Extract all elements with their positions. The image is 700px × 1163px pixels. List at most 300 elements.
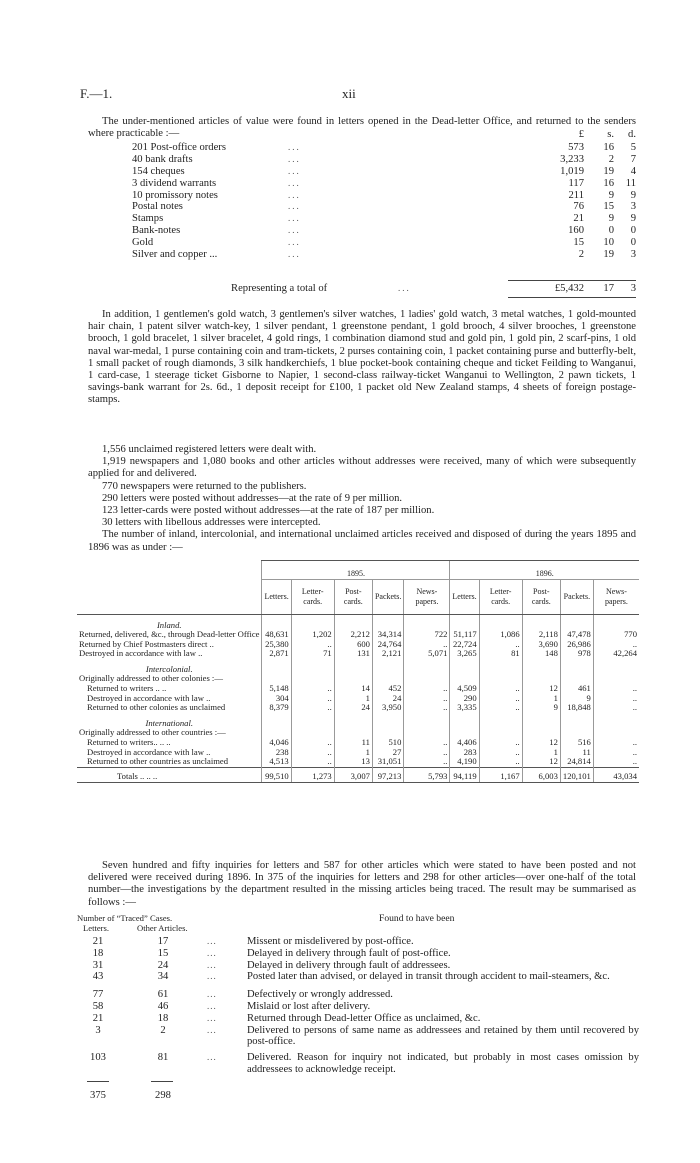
totals-cell: 5,793	[404, 767, 450, 782]
spacer-cell	[522, 713, 560, 729]
valuable-label: 154 cheques	[132, 165, 185, 177]
inquiry-row	[77, 1052, 639, 1076]
table-cell: 978	[560, 649, 593, 659]
valuable-shillings: 9	[608, 189, 614, 201]
inquiry-letters: 3	[95, 1024, 101, 1036]
inquiry-description: Posted later than advised, or delayed in transit through accident to mail-steamers, &c.	[247, 971, 610, 983]
valuable-row	[88, 142, 636, 154]
table-cell: ..	[404, 757, 450, 767]
valuable-shillings: 19	[603, 249, 614, 261]
valuable-shillings: 0	[608, 225, 614, 237]
section-title: Inland.	[156, 619, 182, 630]
inquiry-paragraph: Seven hundred and fifty inquiries for letters and 587 for other articles which were stated to have been posted and not delivered were received during 1896. In 375 of the inquiries for letters and 298 for other articles—over one-half of the total number—the investigations by the department resulted in the missing articles being traced. The result may be summarised as follows :—	[88, 860, 636, 908]
inquiry-letters: 77	[92, 989, 104, 1001]
valuable-pounds: 1,019	[560, 165, 584, 177]
currency-header	[88, 129, 636, 140]
valuables-rows	[88, 142, 636, 261]
inquiry-dots: ...	[207, 959, 217, 970]
inquiry-description: Delayed in delivery through fault of post-office.	[247, 947, 451, 959]
inquiry-dots: ...	[207, 947, 217, 958]
inquiry-articles: 2	[160, 1024, 166, 1036]
table-cell: 51,117	[450, 630, 479, 640]
spacer-cell	[560, 713, 593, 729]
table-cell: ..	[291, 684, 334, 694]
summary-line: 123 letter-cards were posted without addresses—at the rate of 187 per million.	[102, 505, 435, 517]
total-shillings: 17	[603, 283, 614, 294]
valuable-label: Bank-notes	[132, 225, 181, 237]
table-cell: 2,212	[334, 630, 372, 640]
valuable-row	[88, 213, 636, 225]
valuable-pence: 5	[630, 142, 636, 153]
table-row	[77, 703, 639, 713]
inquiry-row	[77, 1013, 639, 1025]
valuable-dots: ...	[288, 142, 301, 152]
inquiry-description: Delayed in delivery through fault of addressees.	[247, 959, 451, 971]
table-cell: 81	[479, 649, 522, 659]
valuable-pounds: 117	[568, 177, 584, 189]
valuable-dots: ...	[288, 213, 301, 224]
valuable-dots: ...	[288, 165, 301, 176]
table-cell: 5,148	[262, 684, 291, 694]
table-cell: 71	[291, 649, 334, 659]
inquiry-dots: ...	[207, 1024, 217, 1035]
total-dots: ...	[398, 283, 411, 293]
table-cell: ..	[291, 640, 334, 650]
valuable-row	[88, 166, 636, 178]
table-cell: 290	[450, 694, 479, 704]
column-header: News-papers.	[593, 580, 639, 615]
summary-line: 1,919 newspapers and 1,080 books and other articles without addresses were received, many of which were subsequently applied for and delivered.	[88, 456, 636, 480]
column-header-row	[77, 580, 639, 615]
summary-line: 290 letters were posted without addresses—at the rate of 9 per million.	[102, 492, 403, 504]
table-cell: 304	[262, 694, 291, 704]
summary-line: 770 newspapers were returned to the publishers.	[102, 480, 307, 492]
table-cell: 2,871	[262, 649, 291, 659]
valuable-shillings: 10	[603, 237, 614, 249]
table-cell: 14	[334, 684, 372, 694]
spacer-cell	[560, 614, 593, 630]
table-cell: 26,986	[560, 640, 593, 650]
column-header: Packets.	[560, 580, 593, 615]
spacer-cell	[450, 713, 479, 729]
label-column-header	[77, 580, 262, 615]
total-pounds: £5,432	[554, 283, 584, 294]
spacer-cell	[372, 713, 403, 729]
table-cell: ..	[593, 640, 639, 650]
spacer-cell	[450, 659, 479, 675]
spacer-cell	[593, 659, 639, 675]
inquiry-letters: 43	[92, 971, 104, 983]
table-cell: 27	[372, 748, 403, 758]
inquiry-articles: 18	[157, 1012, 169, 1024]
intro-paragraph: The under-mentioned articles of value were found in letters opened in the Dead-letter Office, and returned to the senders where practicable :—	[88, 116, 636, 140]
inquiry-dots: ...	[207, 1012, 217, 1023]
table-cell: ..	[404, 694, 450, 704]
row-label: Destroyed in accordance with law ..	[79, 648, 203, 659]
summary-lines	[88, 444, 636, 554]
table-cell: ..	[291, 748, 334, 758]
section-title-row	[77, 713, 639, 729]
table-cell: ..	[593, 703, 639, 713]
valuable-label: 201 Post-office orders	[132, 142, 226, 153]
table-cell: 9	[560, 694, 593, 704]
valuable-pounds: 21	[573, 213, 584, 225]
table-cell: ..	[404, 738, 450, 748]
valuable-pounds: 76	[573, 201, 584, 213]
totals-cell: 3,007	[334, 767, 372, 782]
table-cell: 8,379	[262, 703, 291, 713]
inquiry-dots: ...	[207, 989, 217, 1000]
valuable-pence: 7	[630, 153, 636, 165]
inquiry-letters: 21	[92, 1012, 104, 1024]
inquiry-total-letters: 375	[90, 1089, 106, 1101]
table-cell: 148	[522, 649, 560, 659]
inquiry-articles: 15	[157, 947, 169, 959]
spacer-cell	[372, 614, 403, 630]
table-cell: 283	[450, 748, 479, 758]
table-cell: 18,848	[560, 703, 593, 713]
total-row	[88, 283, 636, 295]
spacer-cell	[522, 659, 560, 675]
inquiry-header	[77, 912, 639, 936]
table-cell: 516	[560, 738, 593, 748]
table-cell: 238	[262, 748, 291, 758]
spacer-cell	[479, 713, 522, 729]
corner-cell	[77, 561, 262, 580]
table-cell: 1	[334, 694, 372, 704]
totals-cell: 1,167	[479, 767, 522, 782]
valuable-pence: 11	[625, 177, 636, 189]
total-rule	[508, 280, 636, 281]
inquiry-description: Defectively or wrongly addressed.	[247, 989, 393, 1001]
spacer-cell	[334, 614, 372, 630]
valuable-label: Silver and copper ...	[132, 249, 218, 261]
table-cell: ..	[593, 748, 639, 758]
valuable-label: Stamps	[132, 213, 164, 225]
totals-cell: 120,101	[560, 767, 593, 782]
totals-cell: 99,510	[262, 767, 291, 782]
inquiry-letters: 58	[92, 1000, 104, 1012]
inquiry-total-articles: 298	[155, 1089, 171, 1101]
table-cell: 24	[334, 703, 372, 713]
inquiry-articles: 81	[157, 1052, 169, 1064]
table-cell: 722	[404, 630, 450, 640]
row-label: Returned to writers.. .. ..	[87, 737, 171, 748]
valuable-label: Gold	[132, 237, 154, 249]
column-header: Letter-cards.	[479, 580, 522, 615]
shillings-header: s.	[607, 129, 614, 140]
valuable-dots: ...	[288, 177, 301, 188]
valuable-row	[88, 178, 636, 190]
articles-sum-rule	[151, 1081, 173, 1082]
totals-row	[77, 767, 639, 782]
inquiry-row	[77, 960, 639, 972]
inquiry-totals	[77, 1090, 639, 1102]
valuable-label: Postal notes	[132, 201, 183, 213]
table-cell: 12	[522, 738, 560, 748]
table-cell: 12	[522, 757, 560, 767]
valuable-shillings: 16	[603, 177, 614, 189]
table-cell: 3,950	[372, 703, 403, 713]
valuable-pence: 0	[630, 225, 636, 237]
spacer-cell	[262, 713, 291, 729]
inquiry-letters: 31	[92, 959, 104, 971]
valuable-pounds: 573	[568, 142, 584, 153]
spacer-cell	[479, 659, 522, 675]
table-cell: 2,121	[372, 649, 403, 659]
valuable-pence: 4	[630, 165, 636, 177]
valuable-shillings: 15	[603, 201, 614, 213]
section-subtitle: Originally addressed to other countries :—	[79, 727, 226, 738]
table-cell: 4,513	[262, 757, 291, 767]
page-number: xii	[342, 86, 356, 101]
column-header: News-papers.	[404, 580, 450, 615]
valuable-pounds: 3,233	[560, 153, 584, 165]
section-title-row	[77, 659, 639, 675]
valuable-pence: 0	[630, 237, 636, 249]
addition-paragraph: In addition, 1 gentlemen's gold watch, 3 gentlemen's silver watches, 1 ladies' gold watch, 3 metal watches, 1 gold-mounted hair chain, 1 patent silver watch-key, 1 silver pendant, 1 greenstone pendant, 1 gold brooch, 4 silver brooches, 1 greenstone brooch, 1 gold bracelet, 1 silver bracelet, 4 gold rings, 1 combination diamond stud and gold pin, 1 gold pin, 2 scarf-pins, 1 old naval war-medal, 1 purse containing coin and tram-tickets, 2 purses containing coin, 1 packet containing purse and butterfly-belt, 1 small packet of rough diamonds, 3 silk handkerchiefs, 1 blue pocket-book containing cheque and ticket Feilding to Wanganui, 1 card-case, 1 steerage ticket Gisborne to Napier, 1 second-class railway-ticket Wanganui to Wellington, 2 pawn tickets, 1 savings-bank warrant for 2s. 6d., 1 deposit receipt for £100, 1 packet old New Zealand stamps, 4 sheets of foreign postage-stamps.	[88, 309, 636, 406]
table-cell: 13	[334, 757, 372, 767]
inquiry-row	[77, 971, 639, 983]
pounds-header: £	[578, 129, 584, 140]
table-cell: ..	[593, 694, 639, 704]
valuable-dots: ...	[288, 189, 301, 200]
table-cell: 4,046	[262, 738, 291, 748]
valuable-pounds: 2	[578, 249, 584, 261]
table-cell: ..	[404, 748, 450, 758]
table-row	[77, 649, 639, 659]
valuable-pounds: 15	[573, 237, 584, 249]
table-cell: 1,086	[479, 630, 522, 640]
spacer-cell	[291, 713, 334, 729]
table-cell: 131	[334, 649, 372, 659]
column-header: Letters.	[450, 580, 479, 615]
inquiry-articles: 17	[157, 936, 169, 947]
report-reference: F.—1.	[80, 86, 113, 101]
section-title: Intercolonial.	[145, 663, 193, 674]
inquiry-letters: 103	[90, 1052, 106, 1064]
table-cell: ..	[291, 703, 334, 713]
inquiry-dots: ...	[207, 1000, 217, 1011]
column-header: Post-cards.	[522, 580, 560, 615]
table-cell: ..	[479, 748, 522, 758]
row-label: Returned to other colonies as unclaimed	[87, 702, 226, 713]
spacer-cell	[593, 614, 639, 630]
spacer-cell	[450, 614, 479, 630]
year-header-row	[77, 561, 639, 580]
table-cell: ..	[593, 757, 639, 767]
valuable-label: 3 dividend warrants	[132, 177, 217, 189]
summary-line: 1,556 unclaimed registered letters were dealt with.	[102, 444, 317, 455]
table-cell: ..	[479, 703, 522, 713]
spacer-cell	[522, 614, 560, 630]
table-cell: 3,265	[450, 649, 479, 659]
table-cell: 24,814	[560, 757, 593, 767]
table-cell: 34,314	[372, 630, 403, 640]
valuable-row	[88, 190, 636, 202]
column-header: Post-cards.	[334, 580, 372, 615]
valuable-dots: ...	[288, 225, 301, 236]
inquiry-description: Delivered. Reason for inquiry not indicated, but probably in most cases omission by addressees to acknowledge receipt.	[247, 1052, 639, 1075]
inquiry-description: Missent or misdelivered by post-office.	[247, 936, 414, 947]
valuable-pence: 9	[630, 189, 636, 201]
table-cell: 4,406	[450, 738, 479, 748]
valuable-shillings: 9	[608, 213, 614, 225]
table-cell: 42,264	[593, 649, 639, 659]
valuable-dots: ...	[288, 153, 301, 164]
column-header: Letter-cards.	[291, 580, 334, 615]
valuable-dots: ...	[288, 249, 301, 260]
table-cell: ..	[404, 640, 450, 650]
table-cell: ..	[593, 738, 639, 748]
table-cell: 1	[522, 694, 560, 704]
spacer-cell	[593, 713, 639, 729]
inquiry-articles: 46	[157, 1000, 169, 1012]
table-cell: 2,118	[522, 630, 560, 640]
pence-header: d.	[628, 129, 636, 140]
table-cell: ..	[593, 684, 639, 694]
valuable-pounds: 160	[568, 225, 584, 237]
inquiry-dots: ...	[207, 1052, 217, 1063]
letters-sum-rule	[87, 1081, 109, 1082]
table-cell: 452	[372, 684, 403, 694]
year-header: 1896.	[450, 561, 639, 580]
inquiry-col-other: Other Articles.	[137, 923, 188, 933]
table-cell: ..	[291, 694, 334, 704]
inquiry-row	[77, 936, 639, 948]
summary-line: The number of inland, intercolonial, and international unclaimed articles received and disposed of during the years 1895 and 1896 was as under :—	[88, 529, 636, 553]
table-cell: 22,724	[450, 640, 479, 650]
table-cell: 11	[334, 738, 372, 748]
column-header: Letters.	[262, 580, 291, 615]
spacer-cell	[262, 659, 291, 675]
spacer-cell	[334, 713, 372, 729]
inquiry-row	[77, 1001, 639, 1013]
table-cell: 461	[560, 684, 593, 694]
column-header: Packets.	[372, 580, 403, 615]
inquiry-articles: 61	[157, 989, 169, 1001]
valuable-label: 40 bank drafts	[132, 153, 193, 165]
row-label: Returned to other countries as unclaimed	[87, 756, 229, 767]
table-cell: ..	[479, 640, 522, 650]
valuable-row	[88, 201, 636, 213]
valuable-row	[88, 154, 636, 166]
inquiry-table	[77, 912, 639, 1102]
section-title-row	[77, 614, 639, 630]
inquiry-letters: 21	[92, 936, 104, 947]
totals-cell: 1,273	[291, 767, 334, 782]
valuable-row	[88, 225, 636, 237]
spacer-cell	[404, 713, 450, 729]
table-cell: 3,690	[522, 640, 560, 650]
table-cell: ..	[479, 757, 522, 767]
inquiry-description: Mislaid or lost after delivery.	[247, 1000, 371, 1012]
inquiry-row	[77, 1025, 639, 1049]
inquiry-dots: ...	[207, 936, 217, 946]
table-cell: 31,051	[372, 757, 403, 767]
inquiry-col-found: Found to have been	[379, 913, 455, 924]
table-cell: 24	[372, 694, 403, 704]
table-cell: 4,190	[450, 757, 479, 767]
row-label: Returned by Chief Postmasters direct ..	[79, 638, 214, 649]
summary-line: 30 letters with libellous addresses were intercepted.	[102, 517, 321, 529]
valuable-shillings: 16	[603, 142, 614, 153]
table-cell: ..	[479, 738, 522, 748]
total-pence: 3	[630, 283, 636, 294]
totals-cell: 43,034	[593, 767, 639, 782]
row-label: Destroyed in accordance with law ..	[87, 746, 211, 757]
table-cell: 24,764	[372, 640, 403, 650]
valuable-label: 10 promissory notes	[132, 189, 218, 201]
table-cell: 48,631	[262, 630, 291, 640]
inquiry-description: Delivered to persons of same name as addressees and retained by them until recovered by post-office.	[247, 1024, 639, 1048]
table-cell: 5,071	[404, 649, 450, 659]
inquiry-caption: Number of “Traced” Cases.	[77, 913, 173, 923]
total-label: Representing a total of	[231, 283, 328, 294]
table-cell: ..	[479, 684, 522, 694]
table-cell: ..	[291, 738, 334, 748]
spacer-cell	[291, 659, 334, 675]
valuable-pence: 9	[630, 213, 636, 225]
valuable-pence: 3	[630, 249, 636, 261]
table-cell: 25,380	[262, 640, 291, 650]
row-label: Destroyed in accordance with law ..	[87, 692, 211, 703]
valuable-dots: ...	[288, 237, 301, 248]
section-subtitle: Originally addressed to other colonies :—	[79, 673, 223, 684]
spacer-cell	[479, 614, 522, 630]
row-label: Returned, delivered, &c., through Dead-letter Office	[79, 629, 260, 640]
table-row	[77, 757, 639, 767]
valuable-pence: 3	[630, 201, 636, 213]
table-cell: 600	[334, 640, 372, 650]
valuable-shillings: 2	[608, 153, 614, 165]
spacer-cell	[334, 659, 372, 675]
section-title: International.	[145, 717, 193, 728]
spacer-cell	[291, 614, 334, 630]
totals-cell: 97,213	[372, 767, 403, 782]
valuable-pounds: 211	[568, 189, 584, 201]
totals-label: Totals .. .. ..	[77, 767, 262, 782]
inquiry-description: Returned through Dead-letter Office as unclaimed, &c.	[247, 1012, 481, 1024]
table-cell: 1,202	[291, 630, 334, 640]
inquiry-rows	[77, 936, 639, 1076]
valuable-shillings: 19	[603, 165, 614, 177]
totals-cell: 94,119	[450, 767, 479, 782]
totals-cell: 6,003	[522, 767, 560, 782]
spacer-cell	[560, 659, 593, 675]
spacer-cell	[404, 659, 450, 675]
total-underline	[508, 297, 636, 298]
table-cell: 11	[560, 748, 593, 758]
table-cell: ..	[479, 694, 522, 704]
table-cell: 47,478	[560, 630, 593, 640]
inquiry-total-rules	[77, 1076, 639, 1090]
valuable-dots: ...	[288, 201, 301, 212]
inquiry-letters: 18	[92, 947, 104, 959]
valuable-row	[88, 249, 636, 261]
inquiry-dots: ...	[207, 971, 217, 982]
table-cell: ..	[291, 757, 334, 767]
table-cell: 12	[522, 684, 560, 694]
spacer-cell	[404, 614, 450, 630]
table-cell: 4,509	[450, 684, 479, 694]
spacer-cell	[262, 614, 291, 630]
table-cell: 510	[372, 738, 403, 748]
unclaimed-articles-table	[77, 560, 639, 783]
table-cell: ..	[404, 703, 450, 713]
inquiry-row	[77, 989, 639, 1001]
table-cell: 770	[593, 630, 639, 640]
